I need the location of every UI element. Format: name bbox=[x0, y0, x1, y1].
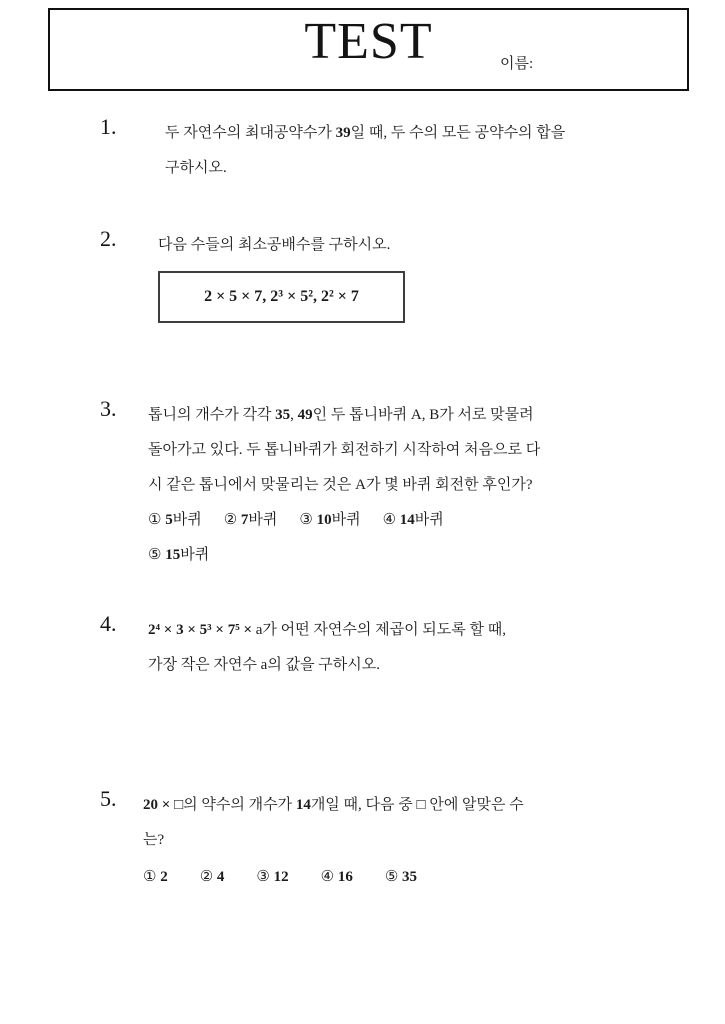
choices-row bbox=[148, 538, 680, 573]
choice-3: ③ 12 bbox=[256, 869, 289, 885]
problem-body bbox=[148, 394, 680, 573]
problem-number: 4. bbox=[100, 611, 117, 636]
problem-text-line: 톱니의 개수가 각각 35, 49인 두 톱니바퀴 A, B가 서로 맞물려 bbox=[148, 407, 534, 423]
problem-text-line: 2⁴ × 3 × 5³ × 7⁵ × a가 어떤 자연수의 제곱이 되도록 할 때, bbox=[148, 622, 507, 638]
problem-body bbox=[158, 224, 680, 323]
problem-5 bbox=[100, 784, 680, 895]
choice-5: ⑤ 35 bbox=[384, 869, 418, 885]
header-box bbox=[48, 8, 689, 91]
choice-2: ② 7바퀴 bbox=[223, 512, 278, 528]
problem-text-line: 시 같은 톱니에서 맞물리는 것은 A가 몇 바퀴 회전한 후인가? bbox=[148, 477, 533, 493]
problem-2 bbox=[100, 224, 680, 323]
problem-number: 1. bbox=[100, 114, 117, 139]
name-label: 이름: bbox=[500, 56, 534, 72]
problem-4 bbox=[100, 609, 680, 683]
problem-text-line: 다음 수들의 최소공배수를 구하시오. bbox=[158, 237, 391, 253]
problem-number: 2. bbox=[100, 226, 117, 251]
problem-text-line: 는? bbox=[143, 832, 165, 848]
problem-number: 3. bbox=[100, 396, 117, 421]
choice-4: ④ 14바퀴 bbox=[382, 512, 444, 528]
choice-3: ③ 10바퀴 bbox=[299, 512, 361, 528]
choice-1: ① 2 bbox=[143, 869, 168, 885]
problem-text-line: 두 자연수의 최대공약수가 39일 때, 두 수의 모든 공약수의 합을 bbox=[165, 125, 566, 141]
choice-5: ⑤ 15바퀴 bbox=[148, 547, 210, 563]
formula-text: 2 × 5 × 7, 2³ × 5², 2² × 7 bbox=[204, 288, 359, 305]
problem-text-line: 돌아가고 있다. 두 톱니바퀴가 회전하기 시작하여 처음으로 다 bbox=[148, 442, 541, 458]
problem-body bbox=[143, 784, 680, 895]
problem-3 bbox=[100, 394, 680, 573]
problem-body bbox=[148, 609, 680, 683]
choices-row bbox=[148, 503, 680, 538]
choices-row bbox=[143, 860, 680, 895]
problem-text-line: 20 × □의 약수의 개수가 14개일 때, 다음 중 □ 안에 알맞은 수 bbox=[143, 797, 524, 813]
problem-text-line: 가장 작은 자연수 a의 값을 구하시오. bbox=[148, 657, 381, 673]
problem-number: 5. bbox=[100, 786, 117, 811]
test-title: TEST bbox=[304, 13, 433, 70]
choice-4: ④ 16 bbox=[320, 869, 353, 885]
formula-box bbox=[158, 271, 405, 323]
choice-1: ① 5바퀴 bbox=[148, 512, 202, 528]
choice-2: ② 4 bbox=[199, 869, 225, 885]
problem-body bbox=[165, 112, 680, 186]
problem-1 bbox=[100, 112, 680, 186]
problem-text-line: 구하시오. bbox=[165, 160, 227, 176]
